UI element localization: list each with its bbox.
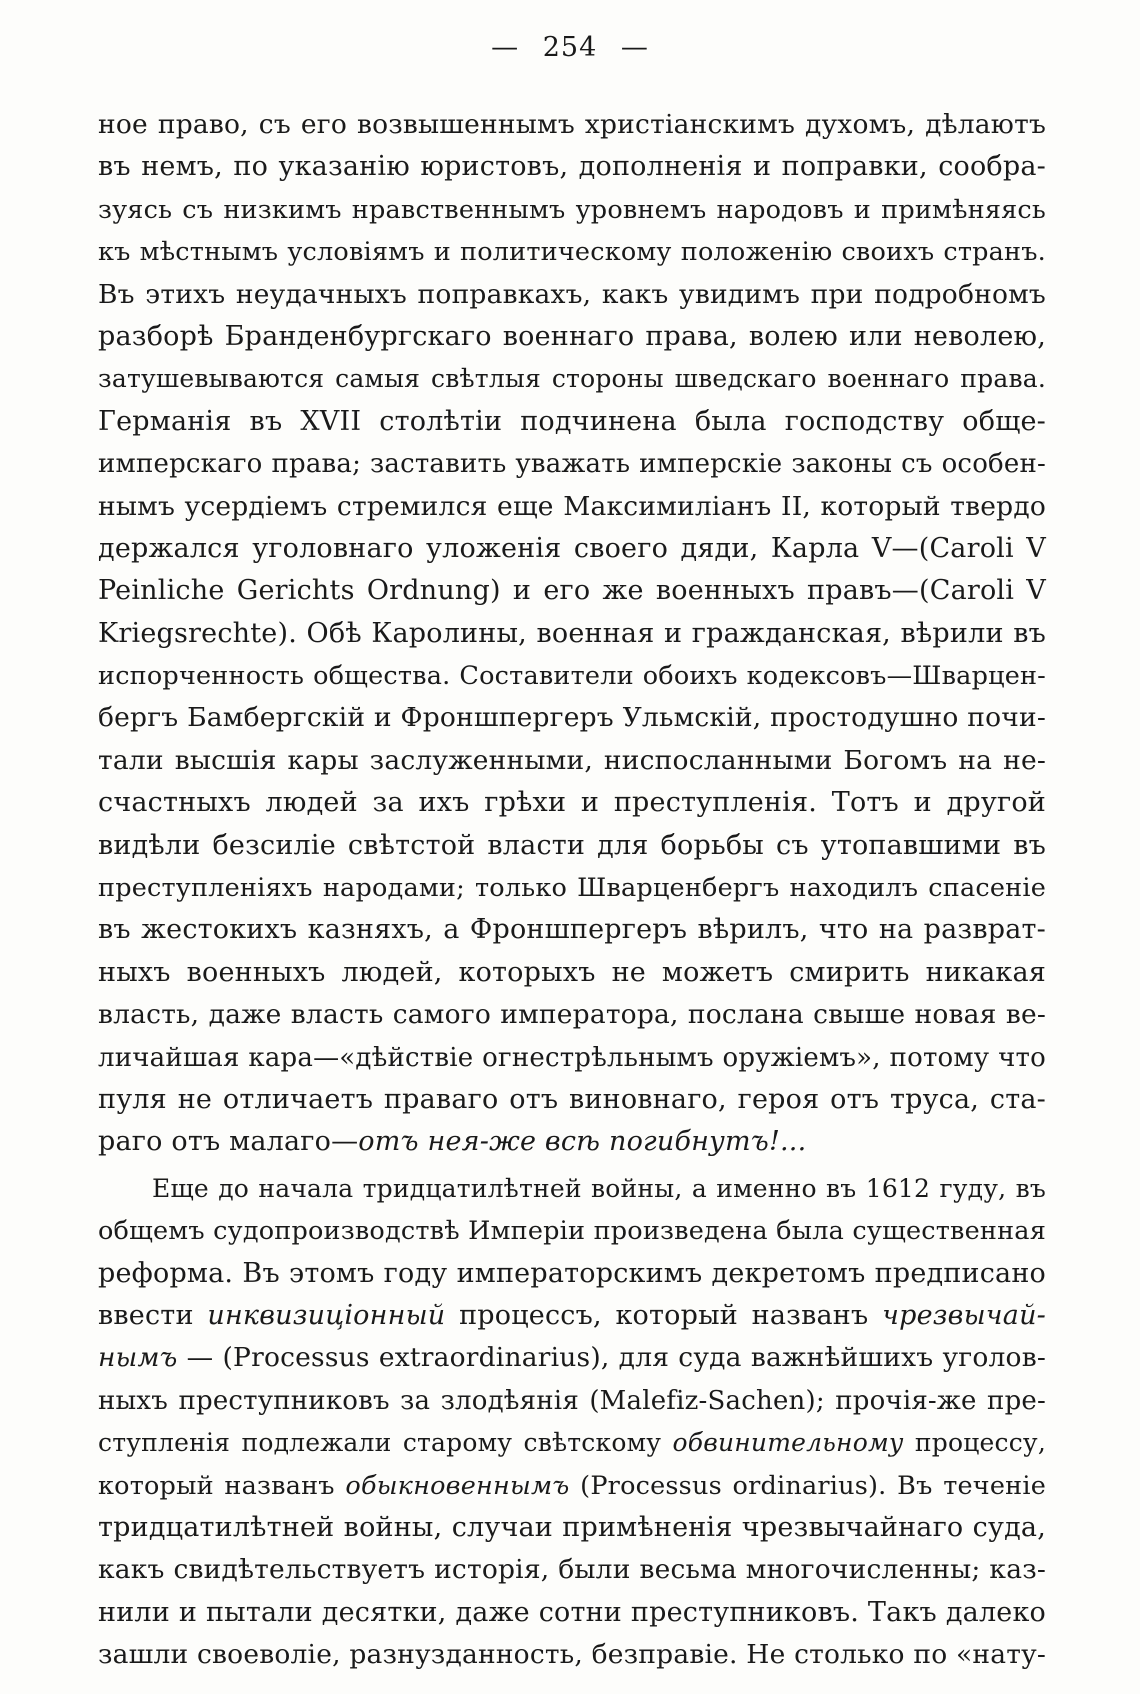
text-line: преступленіяхъ народами; только Шварценбергъ находилъ спасеніе — [98, 873, 1046, 904]
text-line: нили и пытали десятки, даже сотни преступниковъ. Такъ далеко — [98, 1596, 1046, 1628]
text-line: Въ этихъ неудачныхъ поправкахъ, какъ увидимъ при подробномъ — [98, 278, 1046, 310]
text-line: ныхъ военныхъ людей, которыхъ не можетъ смирить никакая — [98, 956, 1046, 988]
text-line: зашли своеволіе, разнузданность, безправіе. Не столько по «нату- — [98, 1639, 1047, 1671]
text-line: зуясь съ низкимъ нравственнымъ уровнемъ народовъ и примѣняясь — [98, 194, 1046, 225]
header-dash-left: — — [491, 32, 520, 63]
text-line-indented: Еще до начала тридцатилѣтней войны, а именно въ 1612 гуду, въ — [152, 1173, 1046, 1203]
text-line: тридцатилѣтней войны, случаи примѣненія чрезвычайнаго суда, — [98, 1511, 1046, 1543]
text-line: держался уголовнаго уложенія своего дяди, Карла V—(Caroli V — [98, 532, 1046, 564]
page-number: 254 — [542, 32, 598, 63]
italic-term: обвинительному — [672, 1428, 904, 1458]
italic-phrase: отъ нея-же всѣ погибнутъ!... — [358, 1126, 807, 1158]
text-line: Kriegsrechte). Обѣ Каролины, военная и гражданская, вѣрили въ — [98, 617, 1046, 649]
italic-term: обыкновеннымъ — [345, 1470, 570, 1501]
text-line: имперскаго права; заставить уважать имперскіе законы съ особен- — [98, 449, 1046, 480]
italic-term: чрезвычай- — [882, 1299, 1046, 1331]
text-line: въ немъ, по указанію юристовъ, дополненія и поправки, сообра- — [98, 151, 1046, 183]
text-run: который названъ — [98, 1470, 346, 1501]
text-line: нымъ усердіемъ стремился еще Максимиліанъ II, который твердо — [98, 490, 1046, 522]
text-line: Peinliche Gerichts Ordnung) и его же военныхъ правъ—(Caroli V — [98, 575, 1046, 607]
text-line — [98, 1465, 1046, 1507]
text-run: ступленія подлежали старому свѣтскому — [98, 1428, 673, 1458]
italic-term: нымъ — [98, 1342, 178, 1374]
text-line: къ мѣстнымъ условіямъ и политическому положенію своихъ странъ. — [98, 237, 1046, 268]
italic-term: инквизиціонный — [207, 1299, 446, 1331]
paragraph-2 — [98, 1168, 1046, 1677]
text-run: (Processus ordinarius). Въ теченіе — [569, 1470, 1046, 1501]
header-dash-right: — — [620, 32, 649, 63]
text-run: ввести — [98, 1299, 208, 1331]
text-line: ное право, съ его возвышеннымъ христіанскимъ духомъ, дѣлаютъ — [98, 109, 1046, 140]
text-line: бергъ Бамбергскій и Фроншпергеръ Ульмскій, простодушно почи- — [98, 702, 1046, 734]
text-line — [98, 1422, 1046, 1464]
text-line: пуля не отличаетъ праваго отъ виновнаго, героя отъ труса, ста- — [98, 1083, 1046, 1115]
text-line: счастныхъ людей за ихъ грѣхи и преступленія. Тотъ и другой — [98, 787, 1046, 819]
text-line: общемъ судопроизводствѣ Имперіи произведена была существенная — [98, 1216, 1046, 1247]
text-line: разборѣ Бранденбургскаго военнаго права, волею или неволею, — [98, 320, 1046, 352]
text-line: власть, даже власть самого императора, послана свыше новая ве- — [98, 999, 1046, 1031]
text-run: — (Processus extraordinarius), для суда важнѣйшихъ уголов- — [177, 1342, 1046, 1374]
text-line: личайшая кара—«дѣйствіе огнестрѣльнымъ оружіемъ», потому что — [98, 1042, 1046, 1073]
text-line: какъ свидѣтельствуетъ исторія, были весьма многочисленны; каз- — [98, 1554, 1046, 1586]
text-line: реформа. Въ этомъ году императорскимъ декретомъ предписано — [98, 1257, 1046, 1289]
text-line — [98, 1295, 1046, 1337]
text-line: затушевываются самыя свѣтлыя стороны шведскаго военнаго права. — [98, 364, 1046, 394]
text-run: раго отъ малаго— — [98, 1126, 359, 1158]
text-run: процессу, — [903, 1428, 1046, 1458]
text-run: процессъ, который названъ — [445, 1299, 883, 1331]
text-line: испорченность общества. Составители обоихъ кодексовъ—Шварцен- — [98, 661, 1046, 692]
text-line: ныхъ преступниковъ за злодѣянія (Malefiz-Sachen); прочія-же пре- — [98, 1385, 1046, 1416]
text-line-last — [98, 1121, 1046, 1163]
paragraph-1 — [98, 104, 1046, 1164]
text-line: въ жестокихъ казняхъ, а Фроншпергеръ вѣрилъ, что на разврат- — [98, 914, 1046, 946]
text-line — [98, 1337, 1046, 1379]
page-header — [0, 32, 1140, 63]
text-line: Германія въ XVII столѣтіи подчинена была господству обще- — [98, 405, 1046, 437]
text-line: видѣли безсиліе свѣтстой власти для борьбы съ утопавшими въ — [98, 829, 1046, 861]
text-line: тали высшія кары заслуженными, ниспосланными Богомъ на не- — [98, 744, 1046, 776]
body-text — [98, 104, 1046, 1676]
